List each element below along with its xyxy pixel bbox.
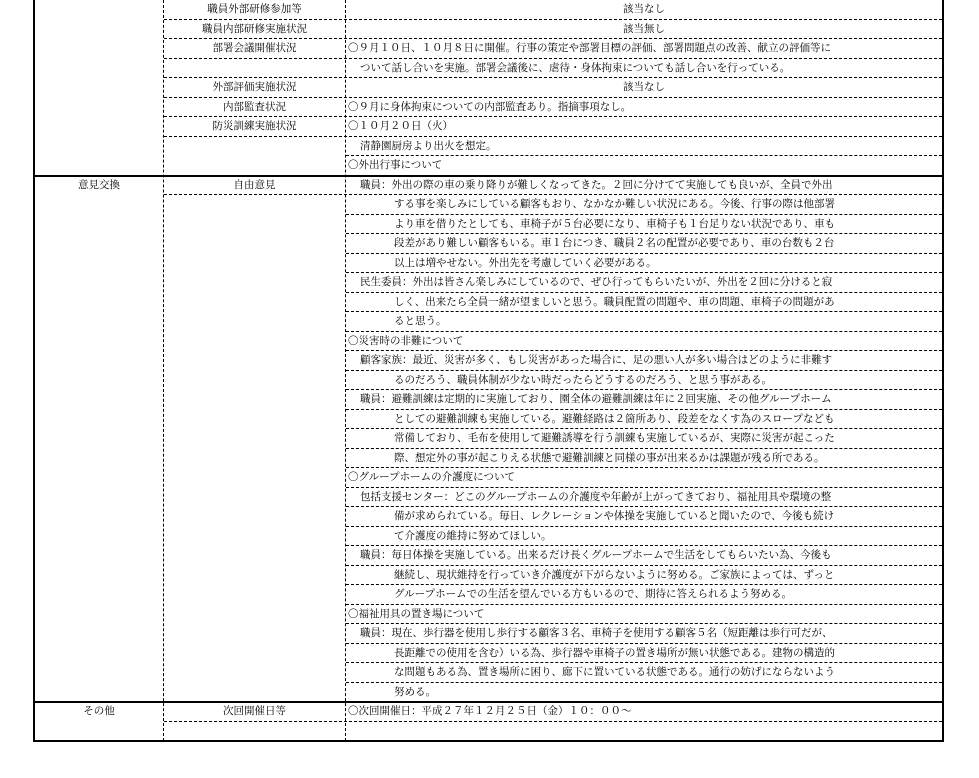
table-row [0, 312, 979, 331]
table-row [0, 449, 979, 468]
table-row [0, 332, 979, 351]
item-label-cell: 部署会議開催状況 [212, 42, 297, 54]
item-content-cell: 常備しており、毛布を使用して避難誘導を行う訓練も実施しているが、実際に災害が起こった [394, 432, 835, 444]
item-content-cell: な問題もある為、置き場所に困り、廊下に置いている状態である。通行の妨げにならないよう [394, 666, 835, 678]
table-row [0, 176, 979, 195]
table-row [0, 78, 979, 97]
item-content-cell: としての避難訓練も実施している。避難経路は２箇所あり、段差をなくす為のスロープなども [394, 412, 835, 425]
item-content-cell: グループホームでの生活を望んでいる方もいるので、期待に答えられるよう努める。 [394, 588, 792, 600]
item-content-cell: 〇９月１０日、１０月８日に開催。行事の策定や部署目標の評価、部署問題点の改善、献立の評価等に [348, 42, 831, 54]
item-label-cell: 外部評価実施状況 [212, 81, 297, 93]
table-row [0, 722, 979, 741]
table-row [0, 566, 979, 585]
item-content-cell: ると思う。 [394, 315, 447, 327]
item-content-cell: 〇福祉用具の置き場について [348, 607, 485, 620]
table-row [0, 663, 979, 682]
item-label-cell: 職員内部研修実施状況 [202, 22, 307, 35]
item-category-cell: 意見交換 [78, 178, 120, 191]
table-row [0, 488, 979, 507]
item-content-cell: 努める。 [394, 685, 436, 698]
item-content-cell: るのだろう、職員体制が少ない時だったらどうするのだろう、と思う事がある。 [394, 373, 772, 386]
item-content-cell: て介護度の維持に努めてほしい。 [394, 529, 552, 542]
item-content-cell: 職員：外出の際の車の乗り降りが難しくなってきた。２回に分けてて実施しても良いが、全員で外出 [360, 178, 833, 191]
item-content-cell: 職員：避難訓練は定期的に実施しており、園全体の避難訓練は年に２回実施、その他グループホーム [360, 393, 832, 405]
table-row [0, 98, 979, 117]
item-label-cell: 次回開催日等 [223, 705, 286, 717]
table-row [0, 293, 979, 312]
table-row [0, 254, 979, 273]
table-row [0, 20, 979, 39]
table-row [0, 0, 979, 19]
item-content-cell: 〇外出行事について [348, 159, 443, 171]
table-row [0, 195, 979, 214]
table-row [0, 390, 979, 409]
item-content-cell: 段差があり難しい顧客もいる。車１台につき、職員２名の配置が必要であり、車の台数も２台 [394, 237, 835, 249]
item-content-cell: 〇災害時の非難について [348, 334, 464, 347]
item-content-cell: 顧客家族：最近、災害が多く、もし災害があった場合に、足の悪い人が多い場合はどのように非難す [360, 354, 833, 366]
item-content-cell: 〇次回開催日：平成２７年１２月２５日（金）１０：００～ [348, 705, 632, 717]
item-label-cell: 内部監査状況 [223, 100, 286, 113]
table-row [0, 215, 979, 234]
table-row [0, 644, 979, 663]
table-row [0, 468, 979, 487]
table-row [0, 351, 979, 370]
item-content-cell: 備が求められている。毎日、レクレーションや体操を実施していると聞いたので、今後も続け [394, 510, 835, 522]
item-content-cell: より車を借りたとしても、車椅子が５台必要になり、車椅子も１台足りない状況であり、車も [394, 217, 835, 230]
item-content-cell: 該当なし [623, 81, 665, 93]
item-content-cell: 該当なし [623, 3, 665, 15]
item-content-cell: 包括支援センター：どこのグループホームの介護度や年齢が上がってきており、福祉用具や環境の整 [360, 490, 832, 503]
table-row [0, 527, 979, 546]
item-content-cell: 該当無し [623, 22, 665, 35]
table-row [0, 59, 979, 78]
item-content-cell: 以上は増やせない。外出先を考慮していく必要がある。 [394, 256, 657, 269]
table-row [0, 546, 979, 565]
table-row [0, 624, 979, 643]
item-content-cell: 長距離での使用を含む）いる為、歩行器や車椅子の置き場所が無い状態である。建物の構造的 [394, 646, 835, 659]
table-row [0, 585, 979, 604]
table-row [0, 234, 979, 253]
table-row [0, 605, 979, 624]
table-row [0, 507, 979, 526]
table-row [0, 273, 979, 292]
item-content-cell: 清静園厨房より出火を想定。 [360, 139, 497, 152]
table-row [0, 429, 979, 448]
item-content-cell: しく、出来たら全員一緒が望ましいと思う。職員配置の問題や、車の問題、車椅子の問題があ [394, 295, 835, 308]
item-content-cell: 〇グループホームの介護度について [348, 471, 515, 483]
item-content-cell: 〇９月に身体拘束についての内部監査あり。指摘事項なし。 [348, 100, 632, 113]
item-content-cell: ついて話し合いを実施。部署会議後に、虐待・身体拘束についても話し合いを行っている。 [360, 61, 791, 74]
table-row [0, 410, 979, 429]
table-row [0, 371, 979, 390]
table-row [0, 39, 979, 58]
table-row [0, 702, 979, 721]
item-content-cell: 職員：毎日体操を実施している。出来るだけ長くグループホームで生活をしてもらいたい為、今後も [360, 549, 832, 561]
item-content-cell: 民生委員：外出は皆さん楽しみにしているので、ぜひ行ってもらいたいが、外出を２回に分けると寂 [360, 276, 833, 288]
table-row [0, 156, 979, 175]
item-label-cell: 自由意見 [233, 178, 276, 191]
item-content-cell: 際、想定外の事が起こりえる状態で避難訓練と同様の事が出来るかは課題が残る所である。 [394, 451, 825, 464]
row-divider [33, 740, 944, 742]
item-category-cell: その他 [83, 705, 115, 717]
item-content-cell: 継続し、現状維持を行っていき介護度が下がらないように努める。ご家族によっては、ずっと [394, 568, 835, 581]
item-content-cell: する事を楽しみにしている顧客もおり、なかなか難しい状況にある。今後、行事の際は他部署 [394, 198, 835, 210]
item-content-cell: 職員：現在、歩行器を使用し歩行する顧客３名、車椅子を使用する顧客５名（短距離は歩行可だが、 [360, 627, 833, 639]
item-label-cell: 防災訓練実施状況 [212, 120, 297, 132]
table-row [0, 117, 979, 136]
item-content-cell: 〇１０月２０日（火） [348, 120, 453, 132]
item-label-cell: 職員外部研修参加等 [207, 3, 302, 15]
table-row [0, 137, 979, 156]
table-row [0, 683, 979, 702]
